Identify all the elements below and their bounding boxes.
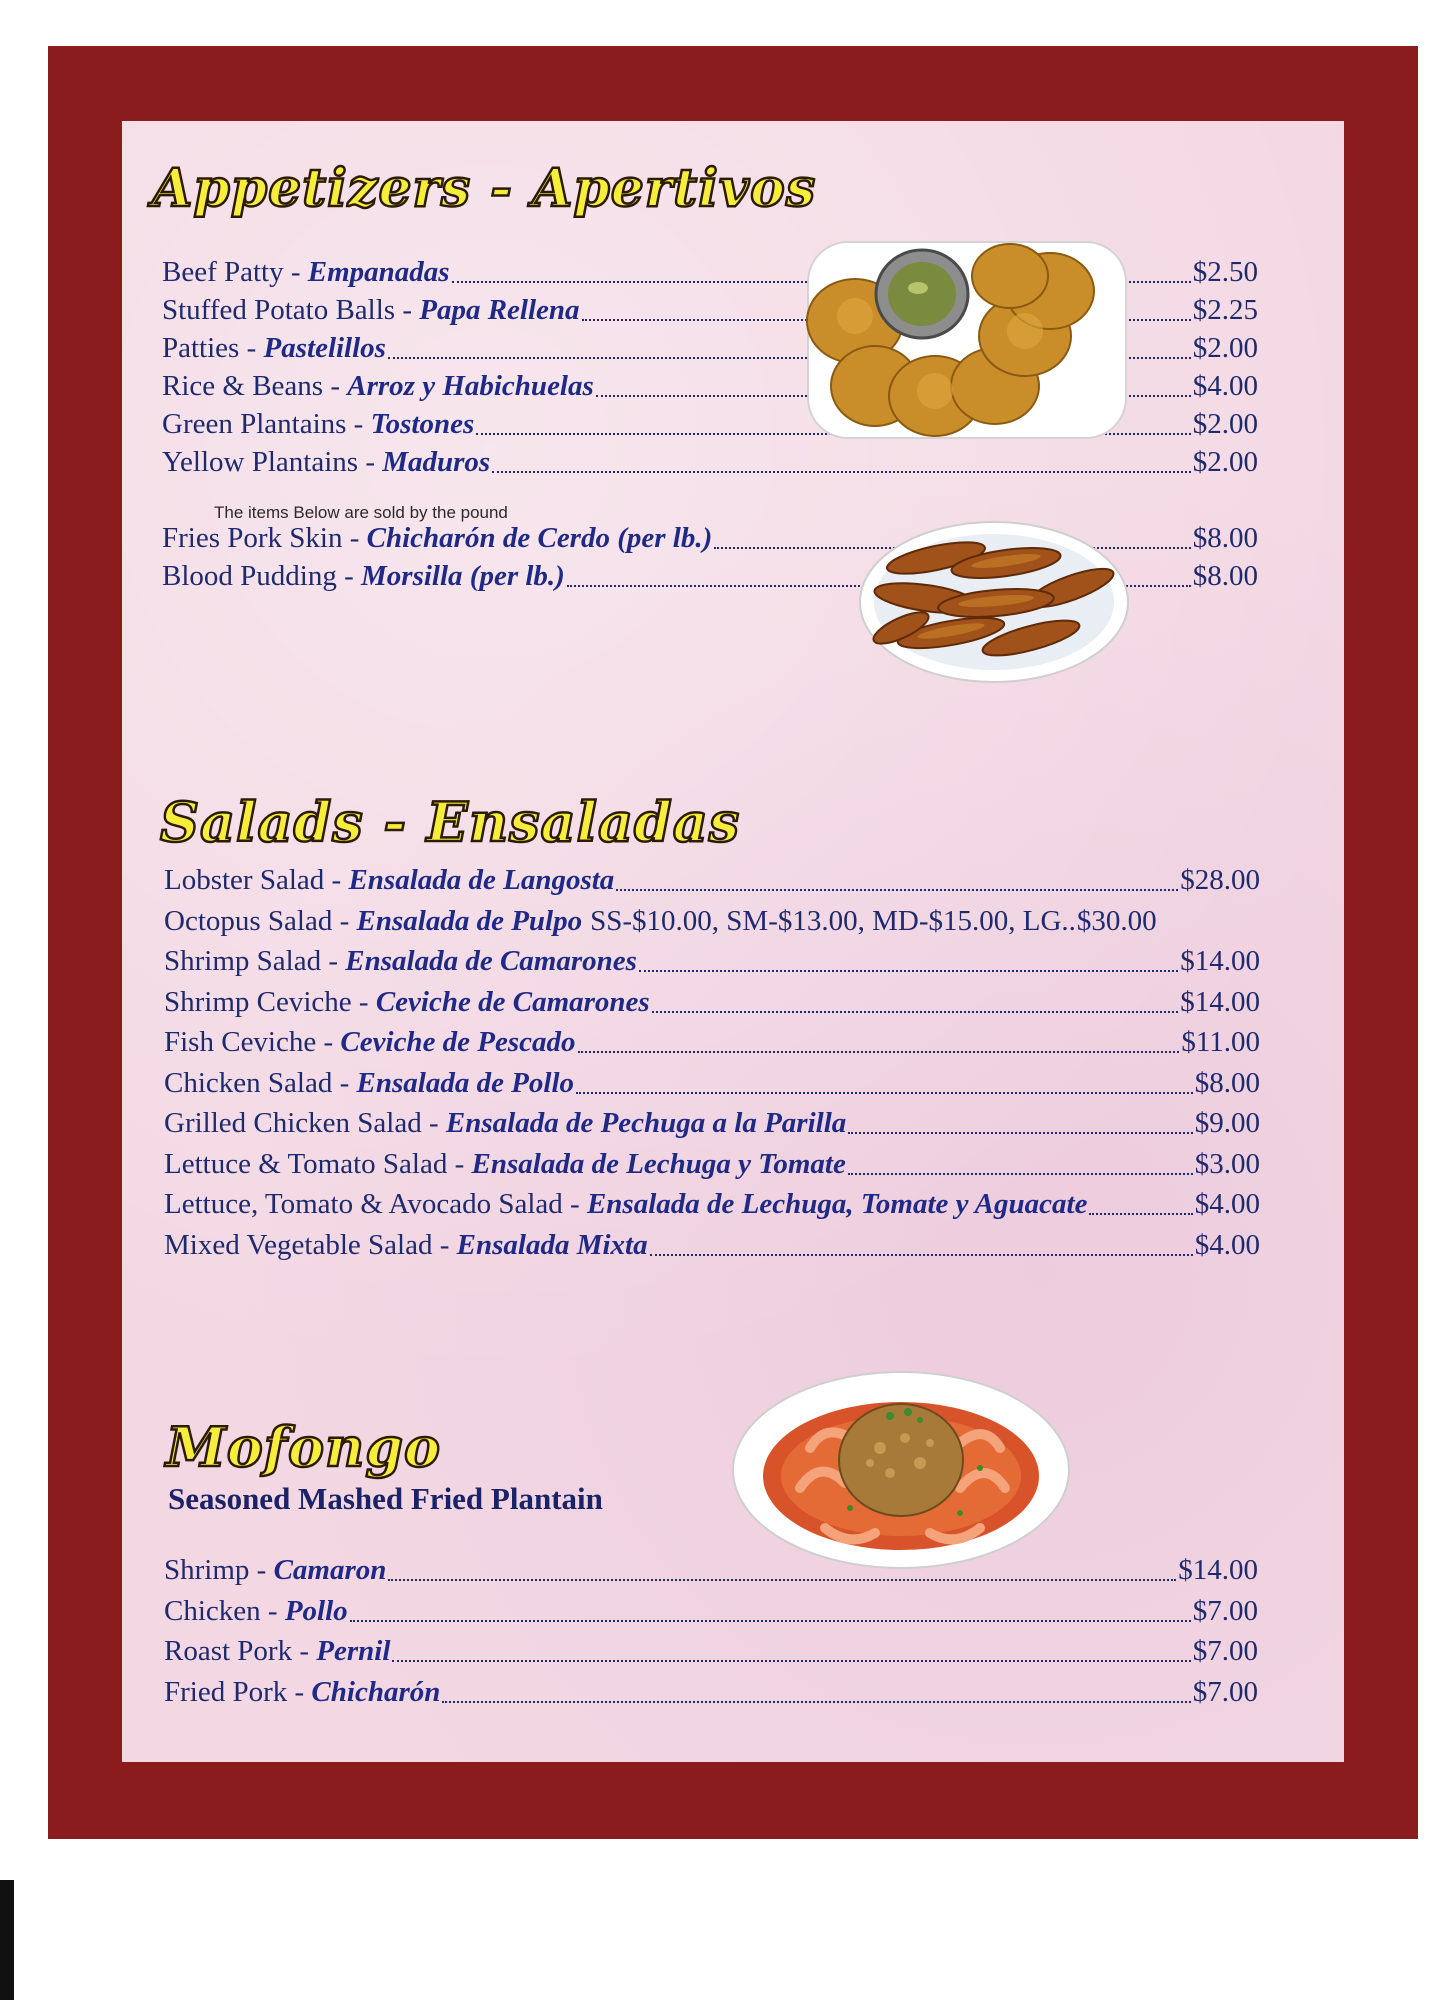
name-separator: - [342, 522, 367, 554]
item-price: $2.00 [1192, 408, 1258, 440]
item-spanish-name: Ensalada de Camarones [345, 945, 637, 977]
item-english-name: Rice & Beans [162, 370, 324, 402]
item-price: $2.25 [1192, 294, 1258, 326]
item-price: $7.00 [1192, 1594, 1258, 1627]
item-spanish-name: Morsilla (per lb.) [361, 560, 565, 592]
mofongo-row [164, 1595, 1258, 1631]
item-spanish-name: Ensalada Mixta [456, 1228, 648, 1261]
item-price: $7.00 [1192, 1675, 1258, 1708]
item-spanish-name: Pollo [284, 1594, 348, 1627]
leader-dots [350, 1620, 1191, 1622]
item-size-prices: SS-$10.00, SM-$13.00, MD-$15.00, LG. [590, 904, 1069, 937]
leader-dots [388, 1579, 1176, 1581]
leader-dots [848, 1132, 1192, 1134]
salad-row [164, 1107, 1260, 1143]
leader-dots [616, 889, 1178, 891]
leader-dots [652, 1011, 1179, 1013]
salad-row [164, 1026, 1260, 1062]
leader-dots [650, 1254, 1193, 1256]
item-english-name: Fish Ceviche [164, 1026, 317, 1058]
leader-dots [492, 471, 1191, 473]
leader-dots [576, 1092, 1193, 1094]
mofongo-heading: Mofongo [166, 1415, 442, 1479]
item-price: $7.00 [1192, 1635, 1258, 1667]
leader-dots [392, 1660, 1190, 1662]
name-separator: - [287, 1675, 312, 1708]
name-separator: - [323, 370, 348, 402]
item-english-name: Shrimp Salad [164, 945, 322, 977]
name-separator: - [562, 1188, 587, 1220]
item-spanish-name: Ensalada de Pechuga a la Parilla [445, 1107, 847, 1139]
item-spanish-name: Ensalada de Lechuga, Tomate y Aguacate [586, 1188, 1088, 1220]
item-price: $2.00 [1192, 332, 1258, 364]
name-separator: - [336, 560, 362, 592]
item-price: $4.00 [1194, 1228, 1260, 1261]
mofongo-subtitle: Seasoned Mashed Fried Plantain [168, 1481, 603, 1516]
maduros-photo [856, 518, 1132, 686]
tostones-photo [800, 236, 1130, 446]
item-price: $14.00 [1180, 945, 1260, 977]
item-spanish-name: Papa Rellena [419, 294, 580, 326]
item-english-name: Blood Pudding [162, 560, 337, 592]
item-english-name: Roast Pork [164, 1635, 293, 1667]
leader-dots [1089, 1213, 1192, 1215]
name-separator: - [432, 1228, 457, 1261]
item-price: $8.00 [1192, 560, 1258, 592]
salad-row [164, 986, 1260, 1022]
item-price: $14.00 [1178, 1554, 1258, 1586]
item-english-name: Grilled Chicken Salad [164, 1107, 422, 1139]
name-separator: - [324, 864, 349, 896]
salad-row [164, 864, 1260, 900]
item-price: $2.50 [1192, 256, 1258, 288]
name-separator: - [332, 1066, 357, 1099]
item-price: $11.00 [1181, 1026, 1260, 1058]
name-separator: - [292, 1635, 317, 1667]
item-english-name: Fries Pork Skin [162, 522, 343, 554]
item-english-name: Shrimp Ceviche [164, 985, 352, 1018]
appetizers-heading: Appetizers - Apertivos [152, 158, 817, 219]
item-spanish-name: Chicharón de Cerdo (per lb.) [366, 522, 713, 554]
item-english-name: Octopus Salad [164, 904, 333, 937]
mofongo-photo [730, 1368, 1072, 1572]
name-separator: - [321, 945, 346, 977]
mofongo-row [164, 1554, 1258, 1590]
leader-dots [442, 1701, 1190, 1703]
name-separator: - [239, 332, 264, 364]
item-price: $30.00 [1076, 904, 1157, 937]
item-spanish-name: Arroz y Habichuelas [347, 370, 594, 402]
name-separator: - [316, 1026, 341, 1058]
item-english-name: Mixed Vegetable Salad [164, 1228, 433, 1261]
item-spanish-name: Pastelillos [263, 332, 386, 364]
item-spanish-name: Ceviche de Pescado [340, 1026, 576, 1058]
item-english-name: Yellow Plantains [162, 446, 359, 478]
item-english-name: Lobster Salad [164, 864, 325, 896]
item-spanish-name: Pernil [316, 1635, 391, 1667]
name-separator: - [260, 1594, 285, 1627]
item-spanish-name: Ceviche de Camarones [375, 985, 650, 1018]
item-spanish-name: Maduros [382, 446, 491, 478]
item-price: $3.00 [1194, 1147, 1260, 1180]
item-english-name: Green Plantains [162, 408, 347, 440]
item-price: $4.00 [1194, 1188, 1260, 1220]
item-price: $2.00 [1192, 446, 1258, 478]
salad-row [164, 945, 1260, 981]
name-separator: - [447, 1147, 472, 1180]
item-spanish-name: Ensalada de Pulpo [356, 904, 583, 937]
item-english-name: Chicken Salad [164, 1066, 333, 1099]
name-separator: - [395, 294, 420, 326]
item-english-name: Lettuce & Tomato Salad [164, 1147, 448, 1180]
salad-row [164, 1067, 1260, 1103]
scan-edge [0, 1880, 14, 2000]
name-separator: - [351, 985, 376, 1018]
name-separator: - [332, 904, 357, 937]
leader-dots [848, 1173, 1193, 1175]
leader-dots: . [1068, 904, 1077, 937]
item-spanish-name: Empanadas [307, 256, 450, 288]
salads-heading: Salads - Ensaladas [160, 790, 741, 854]
item-english-name: Stuffed Potato Balls [162, 294, 396, 326]
name-separator: - [249, 1554, 274, 1586]
item-price: $8.00 [1194, 1066, 1260, 1099]
name-separator: - [283, 256, 308, 288]
appetizer-row [162, 446, 1258, 482]
item-price: $28.00 [1180, 864, 1260, 896]
item-spanish-name: Chicharón [311, 1675, 441, 1708]
item-english-name: Chicken [164, 1594, 261, 1627]
salad-row [164, 1229, 1260, 1265]
item-english-name: Lettuce, Tomato & Avocado Salad [164, 1188, 563, 1220]
name-separator: - [358, 446, 383, 478]
mofongo-row [164, 1676, 1258, 1712]
item-english-name: Patties [162, 332, 240, 364]
leader-dots [578, 1051, 1180, 1053]
item-price: $9.00 [1194, 1107, 1260, 1139]
item-english-name: Shrimp [164, 1554, 250, 1586]
item-price: $14.00 [1180, 985, 1260, 1018]
item-spanish-name: Ensalada de Lechuga y Tomate [471, 1147, 846, 1180]
item-price: $8.00 [1192, 522, 1258, 554]
item-english-name: Fried Pork [164, 1675, 288, 1708]
mofongo-row [164, 1635, 1258, 1671]
pound-note: The items Below are sold by the pound [214, 503, 508, 522]
item-spanish-name: Ensalada de Pollo [356, 1066, 575, 1099]
item-spanish-name: Ensalada de Langosta [348, 864, 615, 896]
item-price: $4.00 [1192, 370, 1258, 402]
name-separator: - [421, 1107, 446, 1139]
item-english-name: Beef Patty [162, 256, 284, 288]
item-spanish-name: Tostones [370, 408, 475, 440]
salad-row [164, 1148, 1260, 1184]
name-separator: - [346, 408, 371, 440]
salad-row [164, 905, 1260, 941]
leader-dots [639, 970, 1178, 972]
item-spanish-name: Camaron [273, 1554, 387, 1586]
salad-row [164, 1188, 1260, 1224]
